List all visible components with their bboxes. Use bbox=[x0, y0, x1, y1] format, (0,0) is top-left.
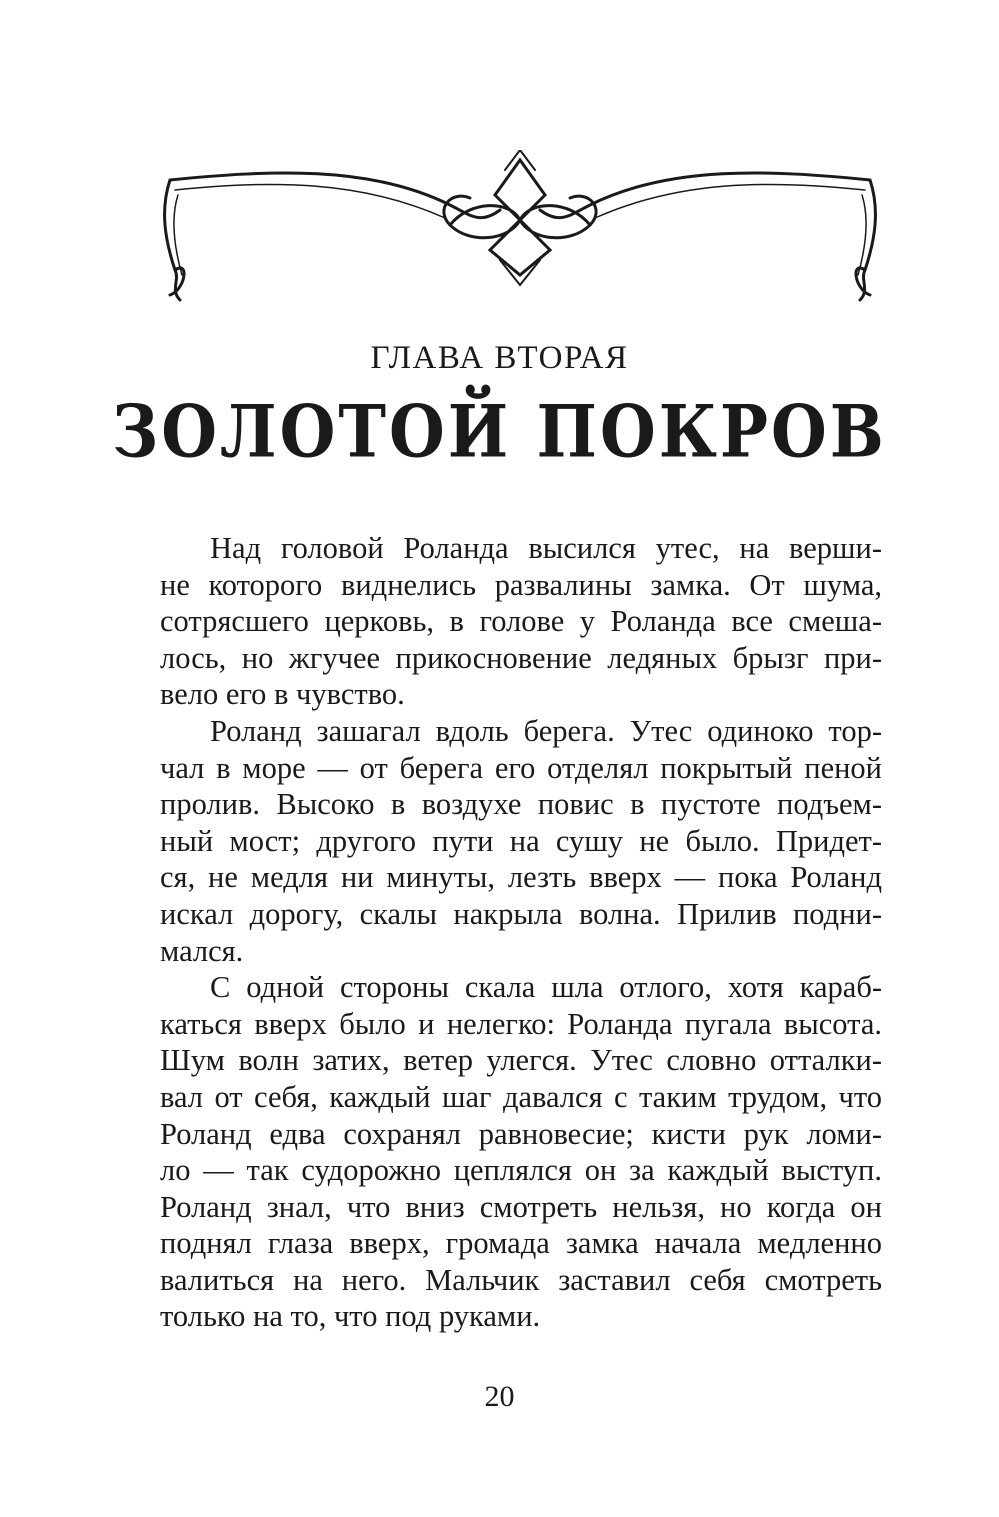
chapter-ornament bbox=[150, 150, 890, 310]
body-line: только на то, что под руками. bbox=[160, 1299, 541, 1334]
body-line: валиться на него. Мальчик заставил себя смотреть bbox=[160, 1262, 882, 1297]
chapter-title: ЗОЛОТОЙ ПОКРОВ bbox=[112, 390, 887, 475]
body-line: искал дорогу, скалы накрыла волна. Прилив подни- bbox=[160, 896, 882, 931]
body-line: Над головой Роланда высился утес, на верши- bbox=[210, 531, 882, 565]
page-number: 20 bbox=[484, 1380, 515, 1413]
chapter-body bbox=[160, 530, 882, 1335]
body-line: сотрясшего церковь, в голове у Роланда все смеша- bbox=[160, 604, 882, 639]
body-line: лось, но жгучее прикосновение ледяных брызг при- bbox=[160, 640, 882, 675]
body-line: Роланд зашагал вдоль берега. Утес одиноко тор- bbox=[210, 713, 882, 748]
body-line: ло — так судорожно цеплялся он за каждый выступ. bbox=[160, 1153, 882, 1188]
body-line: Роланд знал, что вниз смотреть нельзя, но когда он bbox=[160, 1189, 882, 1224]
body-line: чал в море — от берега его отделял покрытый пеной bbox=[160, 750, 882, 785]
body-line: поднял глаза вверх, громада замка начала медленно bbox=[160, 1226, 882, 1261]
body-line: мался. bbox=[160, 933, 244, 968]
body-line: ся, не медля ни минуты, лезть вверх — пока Роланд bbox=[160, 860, 882, 895]
body-line: вал от себя, каждый шаг давался с таким трудом, что bbox=[160, 1079, 882, 1114]
body-line: каться вверх было и нелегко: Роланда пугала высота. bbox=[160, 1006, 882, 1041]
body-line: вело его в чувство. bbox=[160, 677, 405, 712]
body-line: ный мост; другого пути на сушу не было. Придет- bbox=[160, 823, 882, 858]
body-line: С одной стороны скала шла отлого, хотя караб- bbox=[210, 970, 882, 1005]
body-line: Роланд едва сохранял равновесие; кисти рук ломи- bbox=[160, 1116, 882, 1151]
body-line: пролив. Высоко в воздухе повис в пустоте подъем- bbox=[160, 787, 882, 822]
chapter-label: ГЛАВА ВТОРАЯ bbox=[370, 340, 629, 376]
body-line: не которого виднелись развалины замка. От шума, bbox=[160, 567, 882, 602]
body-line: Шум волн затих, ветер улегся. Утес словно отталки- bbox=[160, 1043, 882, 1078]
